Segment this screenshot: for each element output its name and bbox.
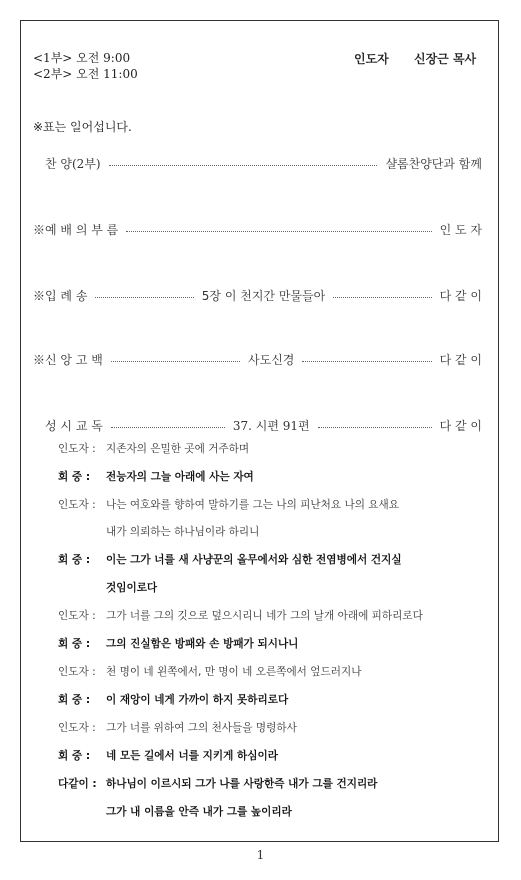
- order-row-creed: [33, 350, 482, 368]
- speaker: 인도자 :: [58, 443, 96, 455]
- leader-name: 신장근 목사: [414, 52, 477, 66]
- reading-line: [58, 497, 399, 512]
- order-row-praise: [33, 154, 482, 172]
- order-label: ※예 배 의 부 름: [33, 222, 119, 237]
- order-row-call-to-worship: [33, 220, 482, 238]
- reading-text: 나는 여호와를 향하여 말하기를 그는 나의 피난처요 나의 요새요: [106, 499, 400, 511]
- reading-continuation: 것임이로다: [106, 582, 158, 594]
- reading-line: [58, 469, 254, 484]
- order-middle: 37. 시편 91편: [232, 418, 310, 433]
- reading-line: [58, 748, 278, 763]
- speaker: 인도자 :: [58, 610, 96, 622]
- speaker: 다같이 :: [58, 778, 97, 790]
- order-middle: 5장 이 천지간 만물들아: [201, 288, 326, 303]
- order-label: 성 시 교 독: [45, 418, 103, 433]
- service-time-1: <1부> 오전 9:00: [33, 51, 131, 65]
- speaker: 인도자 :: [58, 499, 96, 511]
- reading-text: 지존자의 은밀한 곳에 거주하며: [106, 443, 250, 455]
- reading-line: [58, 636, 298, 651]
- leader-dots: [111, 361, 240, 362]
- leader-dots: [109, 165, 378, 166]
- order-row-responsive-reading: [33, 416, 482, 434]
- leader-label: 인도자: [354, 52, 389, 66]
- reading-text: 그가 너를 그의 깃으로 덮으시리니 네가 그의 날개 아래에 피하리로다: [106, 610, 423, 622]
- speaker: 회 중 :: [58, 554, 91, 566]
- reading-line: [58, 692, 288, 707]
- reading-text: 전능자의 그늘 아래에 사는 자여: [106, 471, 254, 483]
- reading-text: 하나님이 이르시되 그가 나를 사랑한즉 내가 그를 건지리라: [106, 778, 378, 790]
- leader-dots: [333, 297, 431, 298]
- leader-dots: [95, 297, 193, 298]
- reading-line: [58, 776, 377, 791]
- reading-continuation: 그가 내 이름을 안즉 내가 그를 높이리라: [106, 806, 292, 818]
- reading-text: 이 재앙이 네게 가까이 하지 못하리로다: [106, 694, 289, 706]
- page-number: 1: [256, 848, 265, 862]
- reading-text: 이는 그가 너를 새 사냥꾼의 올무에서와 심한 전염병에서 건지실: [106, 554, 402, 566]
- leader-dots: [111, 427, 225, 428]
- reading-continuation: 내가 의뢰하는 하나님이라 하리니: [106, 526, 260, 538]
- speaker: 회 중 :: [58, 471, 91, 483]
- reading-line: [58, 608, 423, 623]
- service-time-2: <2부> 오전 11:00: [33, 67, 138, 81]
- leader-dots: [302, 361, 431, 362]
- speaker: 인도자 :: [58, 666, 96, 678]
- order-label: ※신 앙 고 백: [33, 352, 103, 367]
- reading-line: [58, 664, 361, 679]
- order-middle: 사도신경: [248, 352, 295, 367]
- order-value: 인 도 자: [439, 222, 482, 237]
- reading-line: [58, 720, 297, 735]
- reading-text: 천 명이 네 왼쪽에서, 만 명이 네 오른쪽에서 엎드러지나: [106, 666, 362, 678]
- order-label: 찬 양(2부): [45, 156, 101, 171]
- leader-dots: [318, 427, 432, 428]
- order-value: 샬롬찬양단과 함께: [385, 156, 482, 171]
- order-value: 다 같 이: [439, 418, 483, 433]
- reading-text: 그가 너를 위하여 그의 천사들을 명령하사: [106, 722, 297, 734]
- order-value: 다 같 이: [439, 288, 483, 303]
- speaker: 회 중 :: [58, 638, 91, 650]
- order-row-opening-hymn: [33, 286, 482, 304]
- reading-line: [58, 552, 402, 567]
- reading-text: 네 모든 길에서 너를 지키게 하심이라: [106, 750, 278, 762]
- reading-line: [58, 441, 249, 456]
- reading-text: 그의 진실함은 방패와 손 방패가 되시나니: [106, 638, 299, 650]
- speaker: 인도자 :: [58, 722, 96, 734]
- speaker: 회 중 :: [58, 750, 91, 762]
- speaker: 회 중 :: [58, 694, 91, 706]
- order-value: 다 같 이: [439, 352, 482, 367]
- standing-notice: ※표는 일어섭니다.: [33, 120, 132, 134]
- order-label: ※입 례 송: [33, 288, 88, 303]
- leader-dots: [126, 231, 431, 232]
